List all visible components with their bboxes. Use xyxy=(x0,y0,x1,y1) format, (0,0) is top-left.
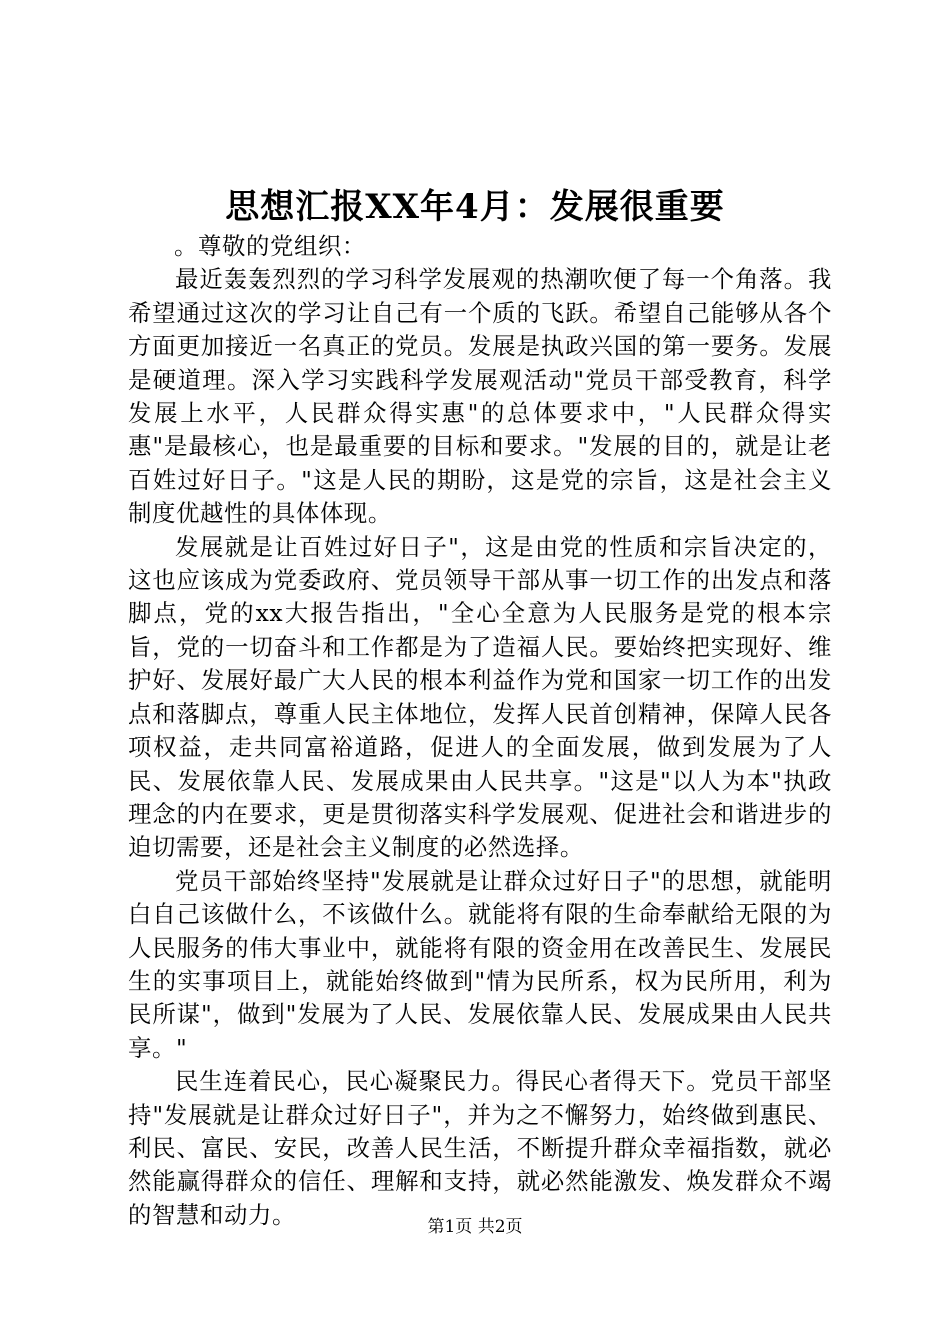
page-footer: 第1页 共2页 xyxy=(427,1217,523,1237)
document-title: 思想汇报XX年4月：发展很重要 xyxy=(225,187,725,227)
salutation: 。尊敬的党组织： xyxy=(174,232,366,260)
document-body xyxy=(128,230,832,1232)
paragraph-3: 党员干部始终坚持"发展就是让群众过好日子"的思想，就能明白自己该做什么，不该做什么。就能将有限的生命奉献给无限的为人民服务的伟大事业中，就能将有限的资金用在改善民生、发展民生的实事项目上，就能始终做到"情为民所系，权为民所用，利为民所谋"，做到"发展为了人民、发展依靠人民、发展成果由人民共享。" xyxy=(128,866,832,1062)
paragraph-1: 最近轰轰烈烈的学习科学发展观的热潮吹便了每一个角落。我希望通过这次的学习让自己有一个质的飞跃。希望自己能够从各个方面更加接近一名真正的党员。发展是执政兴国的第一要务。发展是硬道理。深入学习实践科学发展观活动"党员干部受教育，科学发展上水平，人民群众得实惠"的总体要求中，"人民群众得实惠"是最核心，也是最重要的目标和要求。"发展的目的，就是让老百姓过好日子。"这是人民的期盼，这是党的宗旨，这是社会主义制度优越性的具体体现。 xyxy=(128,265,832,528)
paragraph-4: 民生连着民心，民心凝聚民力。得民心者得天下。党员干部坚持"发展就是让群众过好日子"，并为之不懈努力，始终做到惠民、利民、富民、安民，改善人民生活，不断提升群众幸福指数，就必然能赢得群众的信任、理解和支持，就必然能激发、焕发群众不竭的智慧和动力。 xyxy=(128,1067,832,1229)
paragraph-2: 发展就是让百姓过好日子"，这是由党的性质和宗旨决定的，这也应该成为党委政府、党员领导干部从事一切工作的出发点和落脚点，党的xx大报告指出，"全心全意为人民服务是党的根本宗旨，党的一切奋斗和工作都是为了造福人民。要始终把实现好、维护好、发展好最广大人民的根本利益作为党和国家一切工作的出发点和落脚点，尊重人民主体地位，发挥人民首创精神，保障人民各项权益，走共同富裕道路，促进人的全面发展，做到发展为了人民、发展依靠人民、发展成果由人民共享。"这是"以人为本"执政理念的内在要求，更是贯彻落实科学发展观、促进社会和谐进步的迫切需要，还是社会主义制度的必然选择。 xyxy=(128,532,832,862)
